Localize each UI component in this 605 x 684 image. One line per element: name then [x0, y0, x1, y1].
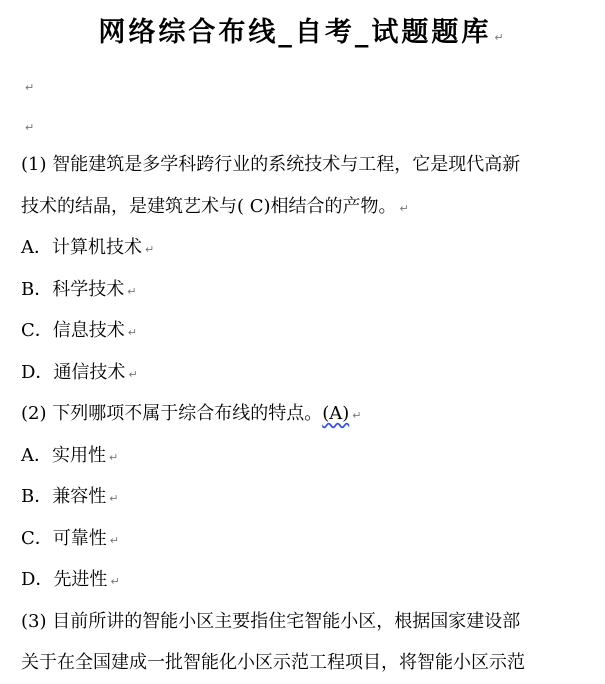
question-1-option-d [21, 358, 138, 388]
paragraph-mark-icon: ↵ [109, 492, 119, 505]
option-letter: B． [21, 486, 53, 507]
option-text: 信息技术 [52, 320, 125, 341]
option-letter: C． [21, 528, 53, 549]
question-1-option-c [21, 316, 137, 346]
paragraph-mark-icon: ↵ [109, 534, 119, 547]
option-letter: D． [21, 362, 54, 383]
option-text: 先进性 [53, 569, 108, 590]
option-text: 可靠性 [52, 528, 107, 549]
question-3-stem-continued [21, 648, 525, 678]
question-text: 目前所讲的智能小区主要指住宅智能小区，根据国家建设部 [52, 611, 521, 632]
question-1-stem-continued [21, 192, 409, 222]
question-2-option-b [21, 482, 118, 512]
option-letter: A． [21, 237, 52, 258]
paragraph-mark-icon: ↵ [128, 368, 138, 381]
option-text: 计算机技术 [52, 237, 142, 258]
option-letter: B． [21, 279, 53, 300]
question-1-option-a [21, 233, 154, 263]
question-text: 技术的结晶，是建筑艺术与( C)相结合的产物。 [21, 196, 397, 217]
paragraph-mark-icon: ↵ [25, 81, 35, 94]
option-text: 科学技术 [52, 279, 125, 300]
paragraph-mark-icon: ↵ [127, 326, 137, 339]
question-2-stem [21, 399, 362, 429]
paragraph-mark-icon: ↵ [25, 121, 35, 134]
question-text: 智能建筑是多学科跨行业的系统技术与工程，它是现代高新 [52, 154, 521, 175]
question-2-option-a [21, 441, 118, 471]
question-1-stem [21, 150, 520, 180]
question-number: (1) [21, 154, 47, 175]
option-letter: D． [21, 569, 54, 590]
paragraph-mark-icon: ↵ [494, 31, 507, 44]
paragraph-mark-icon: ↵ [399, 202, 409, 215]
paragraph-mark-icon: ↵ [127, 285, 137, 298]
option-text: 通信技术 [53, 362, 126, 383]
question-1-option-b [21, 275, 136, 305]
answer-marker: (A) [322, 403, 350, 424]
question-3-stem [21, 607, 520, 637]
question-2-option-c [21, 524, 119, 554]
paragraph-mark-icon: ↵ [145, 243, 155, 256]
empty-paragraph [22, 76, 34, 96]
document-title [0, 10, 605, 49]
question-text: 下列哪项不属于综合布线的特点。 [52, 403, 323, 424]
question-number: (2) [21, 403, 47, 424]
question-2-option-d [21, 565, 120, 595]
paragraph-mark-icon: ↵ [110, 575, 120, 588]
option-letter: A． [21, 445, 52, 466]
paragraph-mark-icon: ↵ [109, 451, 119, 464]
option-text: 实用性 [52, 445, 106, 466]
question-text: 关于在全国建成一批智能化小区示范工程项目，将智能小区示范 [21, 652, 525, 673]
paragraph-mark-icon: ↵ [352, 409, 362, 422]
empty-paragraph [22, 116, 34, 136]
option-letter: C． [21, 320, 53, 341]
option-text: 兼容性 [52, 486, 107, 507]
question-number: (3) [21, 611, 47, 632]
title-text: 网络综合布线_自考_试题题库 [98, 17, 492, 48]
